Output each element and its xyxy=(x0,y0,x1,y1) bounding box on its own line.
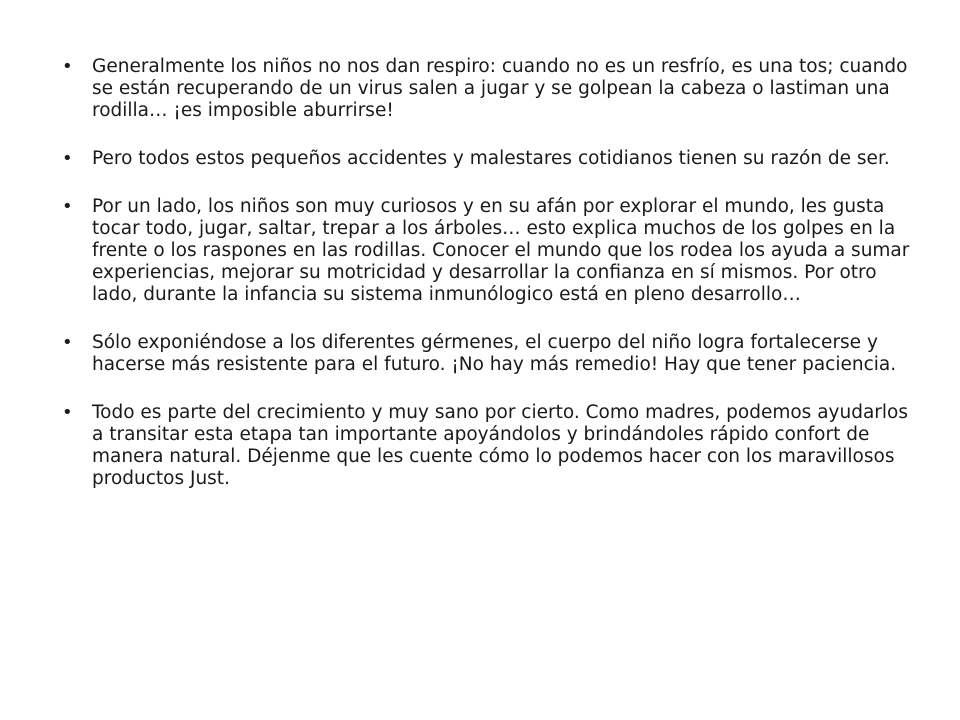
bullet-text: Generalmente los niños no nos dan respiro: cuando no es un resfrío, es una tos; cuando se están recuperando de un virus salen a jugar y se golpean la cabeza o lastiman una rodilla… ¡es imposible aburrirse! xyxy=(92,56,908,121)
bullet-icon: • xyxy=(62,148,73,169)
bullet-item-1 xyxy=(62,56,912,122)
bullet-icon: • xyxy=(62,196,73,217)
bullet-icon: • xyxy=(62,402,73,423)
bullet-text: Pero todos estos pequeños accidentes y malestares cotidianos tienen su razón de ser. xyxy=(92,148,890,169)
bullet-list xyxy=(62,56,912,516)
bullet-icon: • xyxy=(62,56,73,77)
bullet-item-2 xyxy=(62,148,912,170)
bullet-text: Sólo exponiéndose a los diferentes gérmenes, el cuerpo del niño logra fortalecerse y hacerse más resistente para el futuro. ¡No hay más remedio! Hay que tener paciencia. xyxy=(92,332,897,375)
bullet-text: Todo es parte del crecimiento y muy sano por cierto. Como madres, podemos ayudarlos a transitar esta etapa tan importante apoyándolos y brindándoles rápido confort de manera natural. Déjenme que les cuente cómo lo podemos hacer con los maravillosos productos Just. xyxy=(92,402,908,489)
bullet-item-3 xyxy=(62,196,912,306)
bullet-icon: • xyxy=(62,332,73,353)
bullet-item-5 xyxy=(62,402,912,490)
bullet-text: Por un lado, los niños son muy curiosos y en su afán por explorar el mundo, les gusta tocar todo, jugar, saltar, trepar a los árboles… esto explica muchos de los golpes en la frente o los raspones en las rodillas. Conocer el mundo que los rodea los ayuda a sumar experiencias, mejorar su motricidad y desarrollar la confianza en sí mismos. Por otro lado, durante la infancia su sistema inmunólogico está en pleno desarrollo… xyxy=(92,196,910,305)
bullet-item-4 xyxy=(62,332,912,376)
